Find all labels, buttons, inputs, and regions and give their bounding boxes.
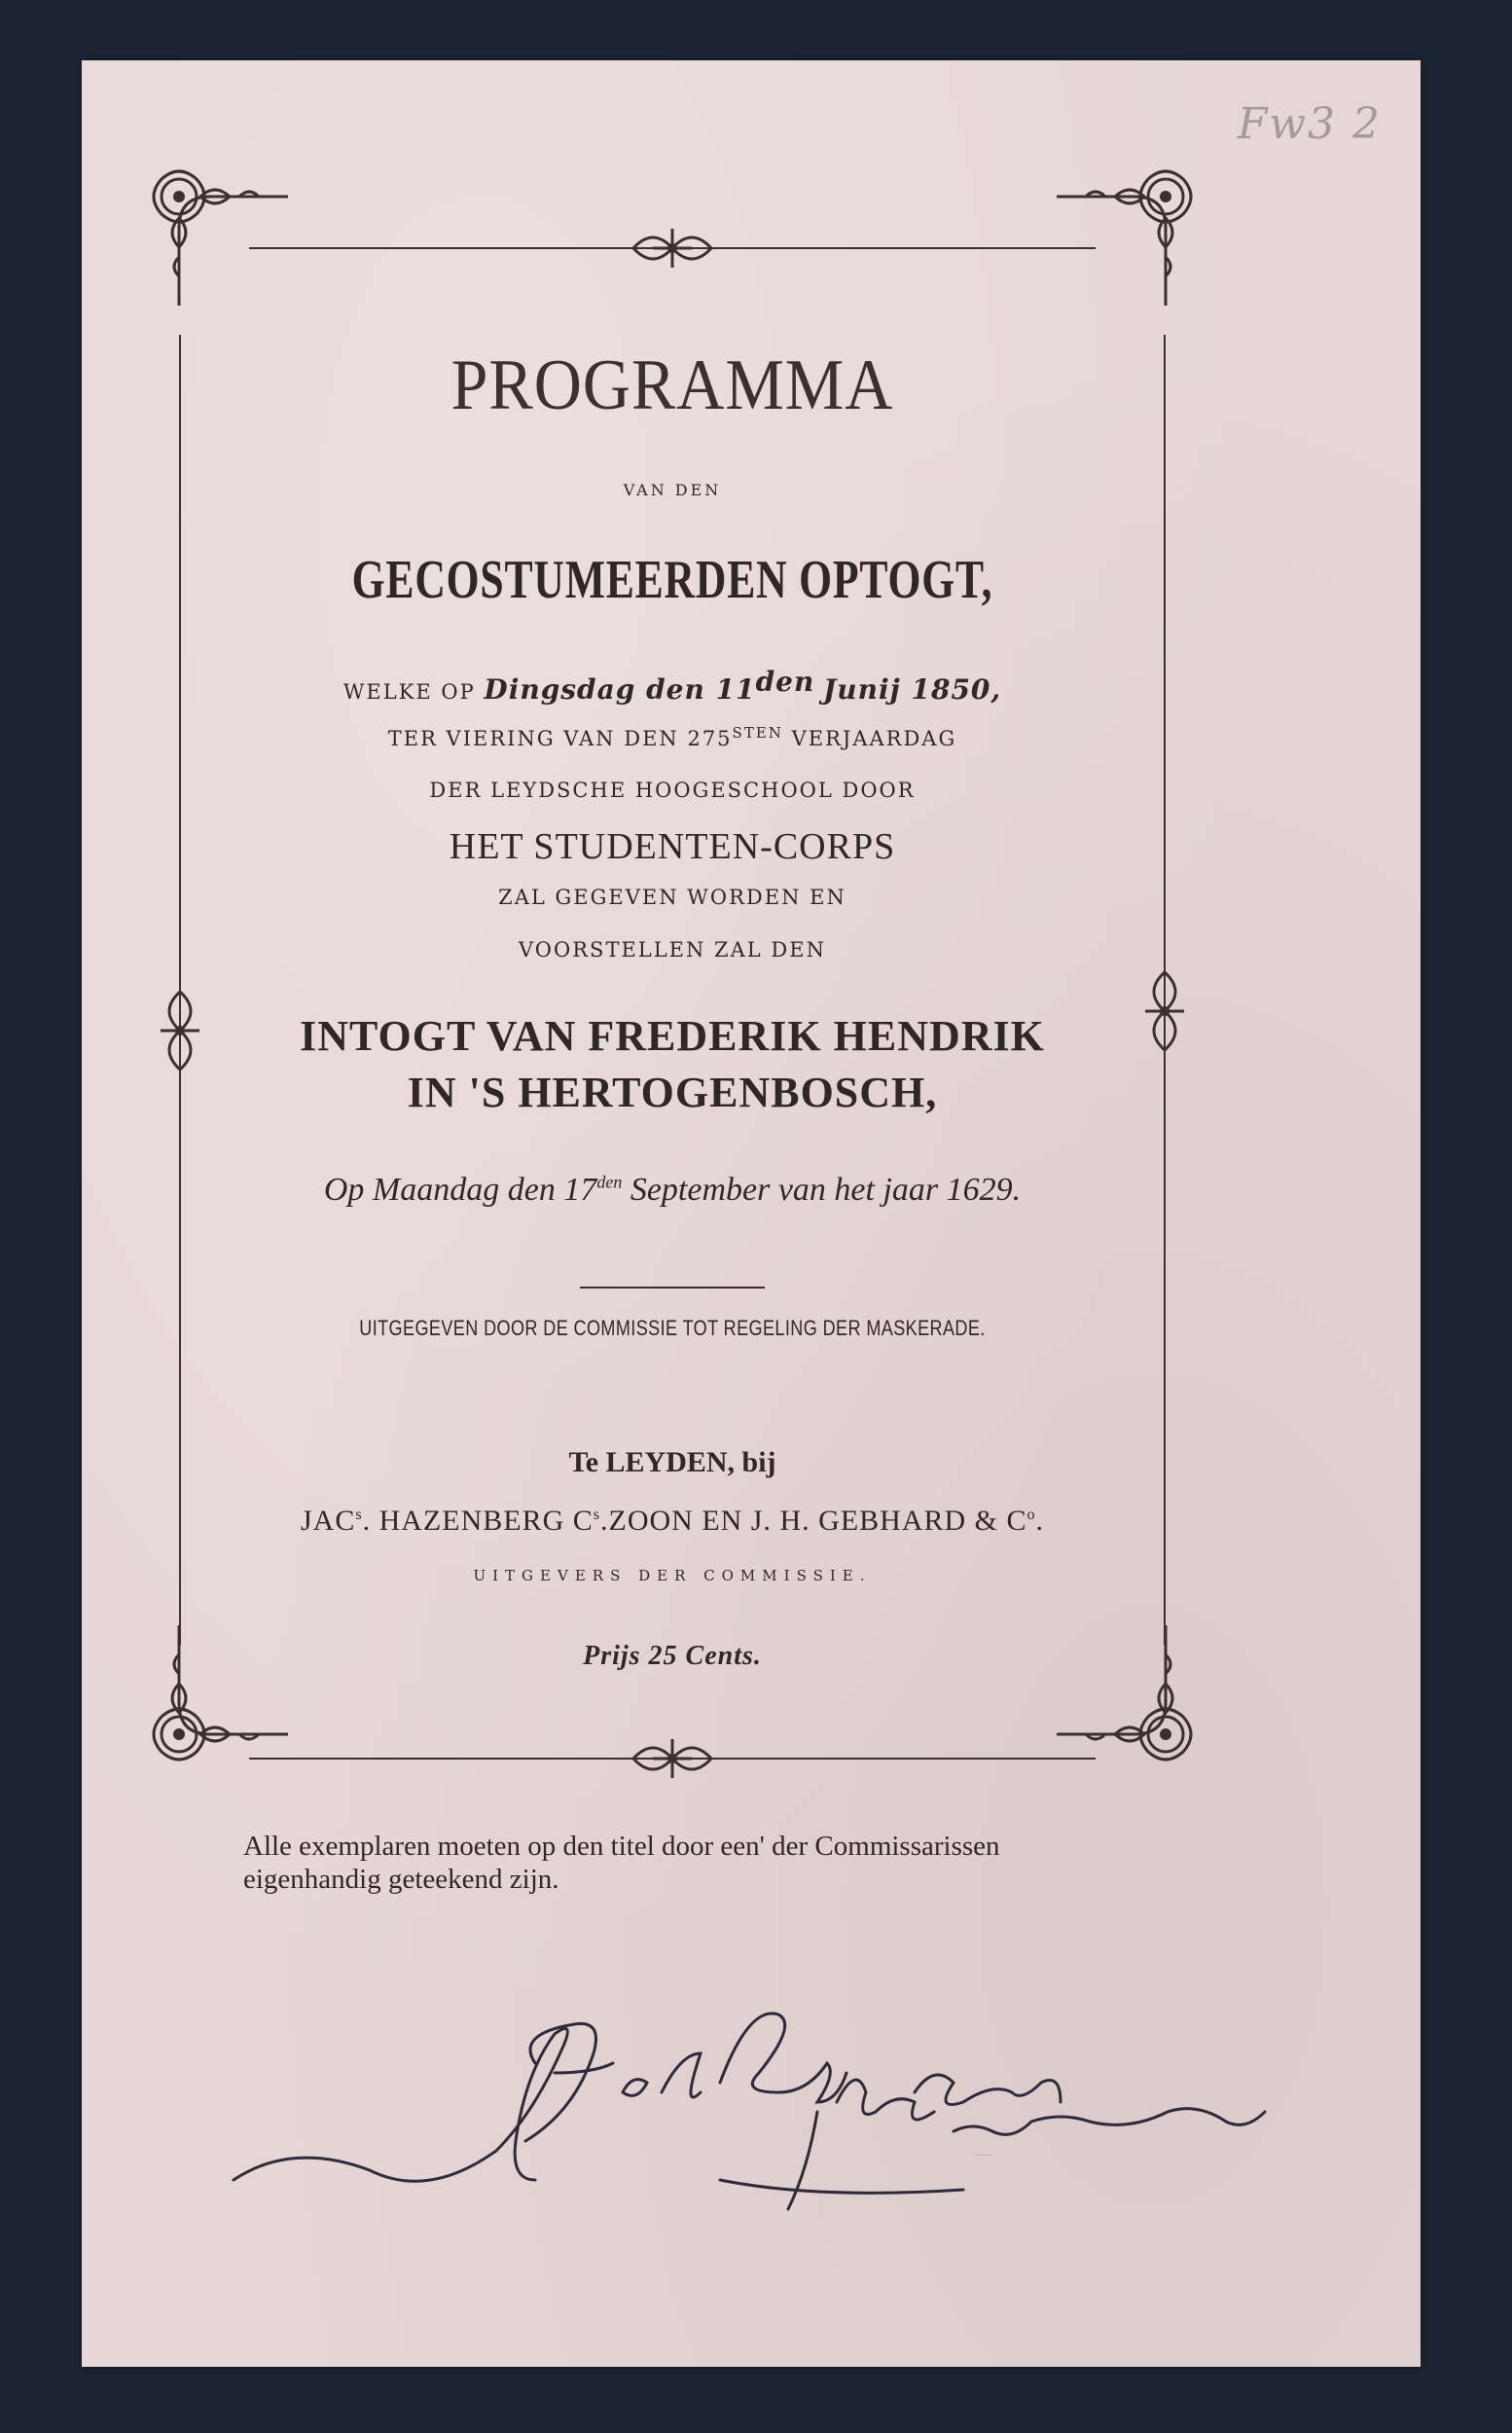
signature-text: J.H. de Roppelaar, Commiss. secretaris <box>973 2156 992 2157</box>
university-line: DER LEYDSCHE HOOGESCHOOL DOOR <box>429 779 916 802</box>
publisher-part: JAC <box>301 1505 356 1537</box>
price-line: Prijs 25 Cents. <box>583 1641 762 1671</box>
date-line <box>142 666 1203 706</box>
divider <box>580 1287 765 1289</box>
date-prefix: WELKE OP <box>342 680 476 704</box>
historical-date-prefix: Op Maandag den 17 <box>323 1172 597 1208</box>
historical-date-line <box>142 1172 1203 1209</box>
publisher-sup: s <box>355 1507 363 1523</box>
event-heading-line2: IN 'S HERTOGENBOSCH, <box>407 1069 938 1116</box>
published-by-line: UITGEGEVEN DOOR DE COMMISSIE TOT REGELING DER MASKERADE. <box>359 1316 986 1340</box>
publisher-sup: o <box>1026 1507 1036 1523</box>
date-end: Junij 1850, <box>823 673 1002 706</box>
publishers-of-commission: UITGEVERS DER COMMISSIE. <box>473 1567 872 1584</box>
publisher-part: .ZOON EN J. H. GEBHARD & C <box>600 1505 1027 1537</box>
publisher-line <box>142 1505 1203 1538</box>
date-sup: den <box>755 666 815 698</box>
signature-note <box>243 1830 1314 1896</box>
corner-ornament-icon <box>142 160 288 306</box>
center-ornament-icon <box>614 224 731 272</box>
historical-date-suffix: September van het jaar 1629. <box>630 1172 1022 1208</box>
corner-ornament-icon <box>1057 160 1203 306</box>
subtitle: GECOSTUMEERDEN OPTOGT, <box>351 550 993 610</box>
student-corps-line: HET STUDENTEN-CORPS <box>449 826 896 867</box>
anniversary-line <box>142 724 1203 750</box>
anniversary-prefix: TER VIERING VAN DEN 275 <box>387 727 733 750</box>
publisher-part: . HAZENBERG C <box>362 1505 594 1537</box>
publisher-sup: s <box>593 1507 600 1523</box>
place-line: Te LEYDEN, bij <box>568 1446 776 1478</box>
pencil-annotation: Fw3 2 <box>1237 99 1382 149</box>
handwritten-signature <box>214 1985 1333 2229</box>
event-heading <box>142 1008 1203 1121</box>
event-heading-line1: INTOGT VAN FREDERIK HENDRIK <box>300 1012 1045 1060</box>
center-ornament-icon <box>614 1734 731 1783</box>
given-line: ZAL GEGEVEN WORDEN EN <box>498 886 846 909</box>
note-line-1: Alle exemplaren moeten op den titel door een' der Commissarissen <box>243 1831 1000 1862</box>
represent-line: VOORSTELLEN ZAL DEN <box>519 938 826 962</box>
historical-date-sup: den <box>596 1172 623 1192</box>
publisher-part: . <box>1035 1505 1044 1537</box>
van-den-line: VAN DEN <box>623 481 722 499</box>
anniversary-sup: STEN <box>732 724 783 742</box>
document-title: PROGRAMMA <box>450 345 894 425</box>
date-main: Dingsdag den 11 <box>484 673 756 706</box>
anniversary-suffix: VERJAARDAG <box>791 727 957 750</box>
note-line-2: eigenhandig geteekend zijn. <box>243 1864 559 1895</box>
